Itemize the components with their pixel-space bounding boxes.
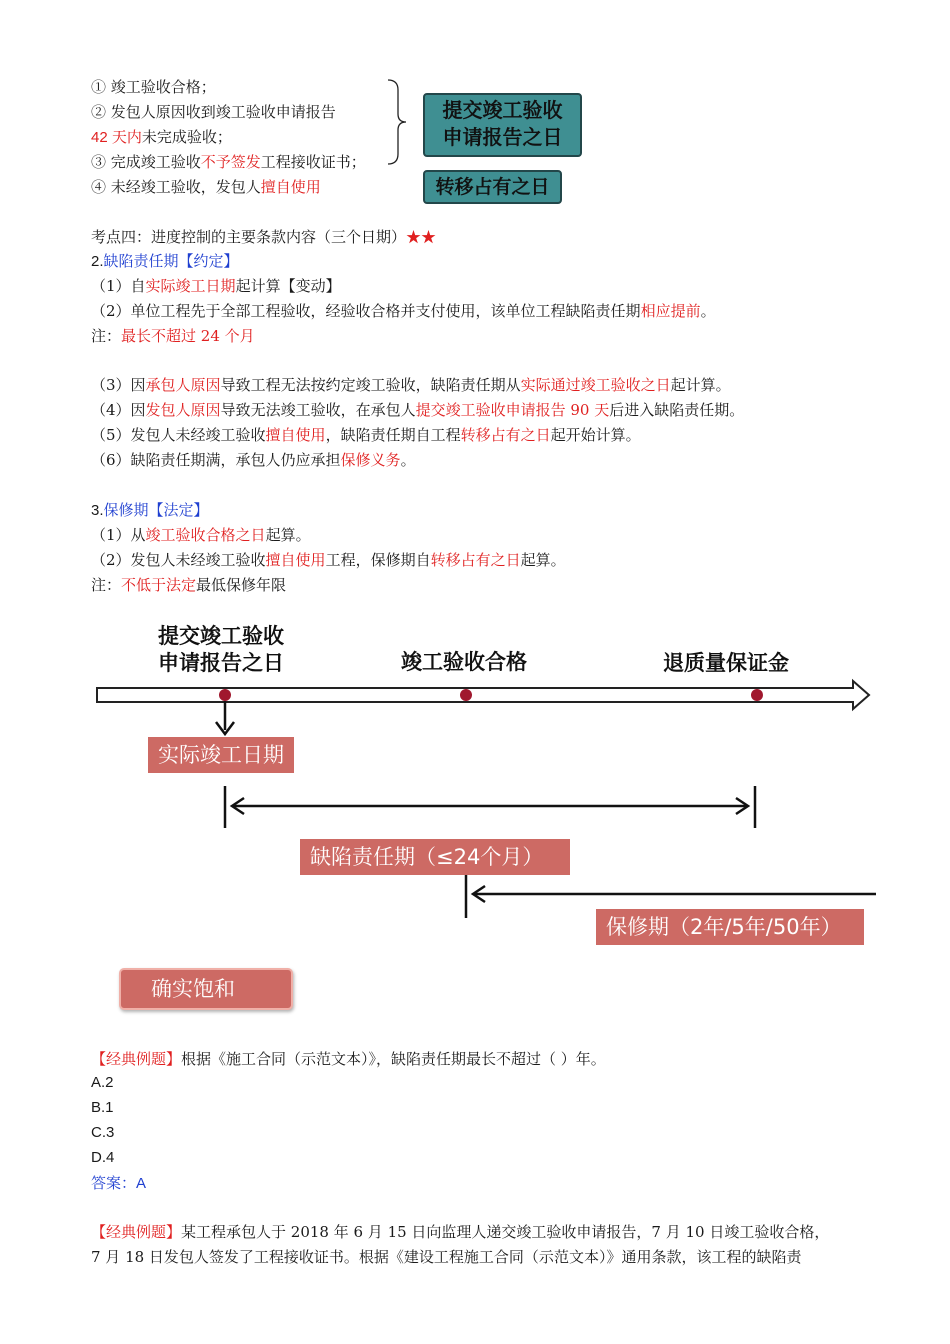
warranty-item-1: （1）从竣工验收合格之日起算。 — [91, 526, 311, 544]
example2-line-2: 7 月 18 日发包人签发了工程接收证书。根据《建设工程施工合同（示范文本）》通用条款，该工程的缺陷责 — [91, 1248, 802, 1266]
submit-report-date-box: 提交竣工验收 申请报告之日 — [423, 93, 582, 157]
example1-answer: 答案：A — [91, 1174, 147, 1192]
example1-question: 【经典例题】根据《施工合同（示范文本）》，缺陷责任期最长不超过（ ）年。 — [91, 1050, 606, 1068]
subsection-warranty-title: 3.保修期【法定】 — [91, 501, 209, 519]
timeline-label-refund-deposit: 退质量保证金 — [663, 651, 789, 675]
transfer-possession-date-box: 转移占有之日 — [423, 170, 562, 204]
timeline-dot-refund — [751, 689, 763, 701]
saturated-box: 确实饱和 — [119, 968, 293, 1010]
example2-line-1: 【经典例题】某工程承包人于 2018 年 6 月 15 日向监理人递交竣工验收申请报告，7 月 10 日竣工验收合格， — [91, 1223, 830, 1241]
actual-completion-date-box: 实际竣工日期 — [148, 737, 294, 773]
defect-item-2: （2）单位工程先于全部工程验收，经验收合格并支付使用，该单位工程缺陷责任期相应提前。 — [91, 302, 716, 320]
warranty-period-box: 保修期（2年/5年/50年） — [596, 909, 864, 945]
list-item-2: ② 发包人原因收到竣工验收申请报告 — [91, 103, 336, 121]
timeline-label-submit: 提交竣工验收 申请报告之日 — [158, 624, 284, 675]
defect-item-5: （5）发包人未经竣工验收擅自使用，缺陷责任期自工程转移占有之日起开始计算。 — [91, 426, 641, 444]
timeline-dot-submit — [219, 689, 231, 701]
defect-note: 注：最长不超过 24 个月 — [91, 327, 255, 345]
subsection-defect-title: 2.缺陷责任期【约定】 — [91, 252, 239, 270]
list-item-1: ① 竣工验收合格； — [91, 78, 216, 96]
example1-option-c: C.3 — [91, 1124, 115, 1141]
example1-option-b: B.1 — [91, 1099, 114, 1116]
defect-item-3: （3）因承包人原因导致工程无法按约定竣工验收，缺陷责任期从实际通过竣工验收之日起计算。 — [91, 376, 731, 394]
curly-brace — [380, 78, 410, 168]
defect-period-box: 缺陷责任期（≤24个月） — [300, 839, 570, 875]
section-heading: 考点四：进度控制的主要条款内容（三个日期）★★ — [91, 228, 437, 246]
list-item-4: ④ 未经竣工验收，发包人擅自使用 — [91, 178, 321, 196]
timeline-label-acceptance: 竣工验收合格 — [401, 650, 527, 674]
list-item-2-cont: 42 天内未完成验收； — [91, 128, 232, 146]
timeline-diagram — [0, 600, 950, 950]
timeline-dot-acceptance — [460, 689, 472, 701]
example1-option-d: D.4 — [91, 1149, 115, 1166]
defect-item-1: （1）自实际竣工日期起计算【变动】 — [91, 277, 341, 295]
warranty-item-2: （2）发包人未经竣工验收擅自使用工程，保修期自转移占有之日起算。 — [91, 551, 566, 569]
defect-item-6: （6）缺陷责任期满，承包人仍应承担保修义务。 — [91, 451, 416, 469]
list-item-3: ③ 完成竣工验收不予签发工程接收证书； — [91, 153, 366, 171]
example1-option-a: A.2 — [91, 1074, 114, 1091]
warranty-note: 注：不低于法定最低保修年限 — [91, 576, 287, 594]
defect-item-4: （4）因发包人原因导致无法竣工验收，在承包人提交竣工验收申请报告 90 天后进入缺陷责任期。 — [91, 401, 745, 419]
